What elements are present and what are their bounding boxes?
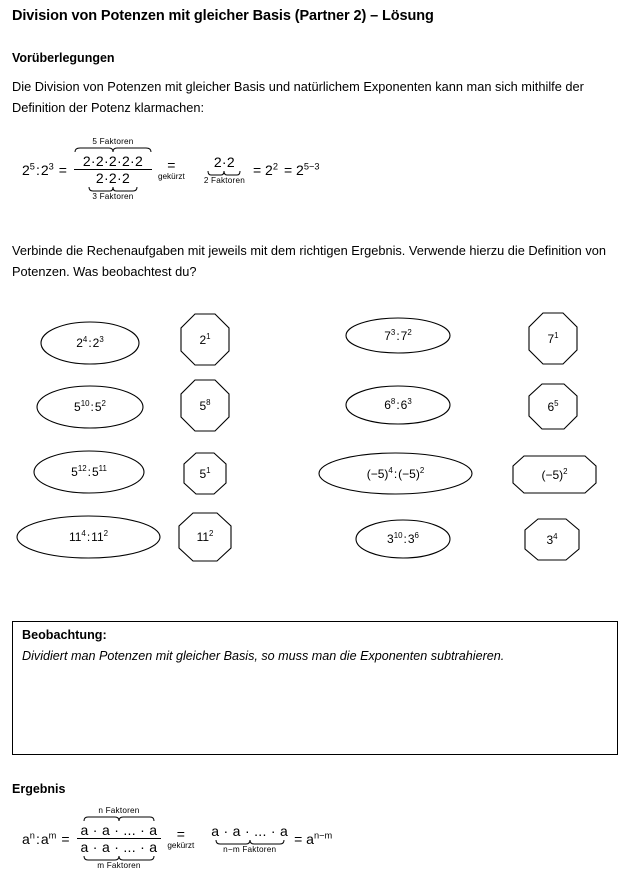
shape-label: $11^4:11^2$ [68, 529, 109, 544]
observation-text: Dividiert man Potenzen mit gleicher Basis, so muss man die Exponenten subtrahieren. [22, 649, 505, 663]
result-final: = $a^{n-m}$ [294, 829, 333, 847]
problem-ellipse-right-2[interactable] [345, 385, 451, 425]
intro-paragraph: Die Division von Potenzen mit gleicher Basis und natürlichem Exponenten kann man sich mithilfe der Definition der Potenz klarmachen: [12, 79, 584, 115]
result-fraction-numerator: a · a · ... · a [80, 822, 158, 838]
result-fraction-denominator: a · a · ... · a [80, 839, 158, 855]
shape-label: $2^4:2^3$ [76, 335, 104, 350]
shape-label: $5^{12}:5^{11}$ [71, 464, 107, 479]
answer-octagon-right-4[interactable] [524, 518, 580, 561]
numerator-brace-label: 5 Faktoren [92, 137, 134, 146]
result-fraction [77, 806, 162, 871]
example-reduced-group [204, 154, 245, 186]
shape-label: $7^3:7^2$ [384, 327, 412, 343]
shape-label: $11^2$ [196, 529, 214, 544]
answer-octagon-left-1[interactable] [180, 313, 230, 366]
shape-label: $5^8$ [199, 397, 211, 413]
result-numerator-brace-label: n Faktoren [98, 806, 140, 815]
problem-ellipse-left-3[interactable] [33, 450, 145, 494]
answer-octagon-left-3[interactable] [183, 452, 227, 495]
reduced-brace-label: 2 Faktoren [203, 175, 245, 185]
result-formula [22, 806, 332, 871]
fraction-numerator: 2·2·2·2·2 [82, 153, 144, 169]
problem-ellipse-left-1[interactable] [40, 321, 140, 365]
result-reduced-brace-label: n−m Faktoren [223, 844, 277, 854]
result-reduced-expr: a · a · ... · a [211, 822, 289, 839]
example-result-1: = $2^2$ [252, 160, 278, 178]
shape-label: $6^8:6^3$ [384, 397, 412, 412]
answer-octagon-left-2[interactable] [180, 379, 230, 432]
example-reduced-expr: 2·2 [213, 153, 235, 170]
answer-octagon-right-3[interactable] [512, 455, 597, 494]
observation-box [12, 621, 618, 755]
problem-ellipse-left-2[interactable] [36, 385, 144, 429]
section-heading-result: Ergebnis [12, 782, 66, 796]
example-formula [22, 137, 320, 202]
shape-label: $5^1$ [199, 465, 211, 481]
shape-label: $6^5$ [547, 398, 559, 414]
section-heading-preliminary: Vorüberlegungen [12, 51, 115, 65]
shape-label: $2^1$ [199, 331, 211, 347]
shape-label: $7^1$ [547, 330, 559, 346]
example-reduce-equals: = gekürzt [157, 156, 185, 181]
shape-label: $(-5)^4:(-5)^2$ [366, 465, 425, 481]
problem-ellipse-right-1[interactable] [345, 317, 451, 354]
problem-ellipse-right-3[interactable] [318, 452, 473, 495]
shape-label: $3^4$ [546, 531, 558, 547]
shape-label: $3^{10}:3^6$ [387, 531, 419, 546]
denominator-brace-label: 3 Faktoren [92, 192, 134, 201]
result-lhs: $a^n:a^m$ [22, 829, 57, 847]
answer-octagon-left-4[interactable] [178, 512, 232, 562]
answer-octagon-right-2[interactable] [528, 383, 578, 430]
result-equals-1: = [61, 830, 70, 847]
result-denominator-brace-label: m Faktoren [97, 861, 141, 870]
task-paragraph: Verbinde die Rechenaufgaben mit jeweils mit dem richtigen Ergebnis. Verwende hierzu die Definition von Potenzen. Was beobachtest du? [12, 243, 606, 279]
observation-heading: Beobachtung: [22, 628, 107, 642]
result-reduced-group [211, 823, 288, 855]
example-equals-1: = [58, 161, 67, 178]
example-lhs: $2^5:2^3$ [22, 160, 54, 178]
example-result-2: = $2^{5-3}$ [283, 160, 320, 178]
shape-label: $5^{10}:5^2$ [74, 399, 106, 414]
answer-octagon-right-1[interactable] [528, 312, 578, 365]
problem-ellipse-right-4[interactable] [355, 519, 451, 559]
page-title: Division von Potenzen mit gleicher Basis (Partner 2) – Lösung [12, 8, 434, 24]
result-reduce-equals: = gekürzt [167, 825, 195, 850]
example-fraction [74, 137, 152, 202]
fraction-denominator: 2·2·2 [95, 170, 131, 186]
problem-ellipse-left-4[interactable] [16, 515, 161, 559]
shape-label: $(-5)^2$ [541, 466, 568, 482]
